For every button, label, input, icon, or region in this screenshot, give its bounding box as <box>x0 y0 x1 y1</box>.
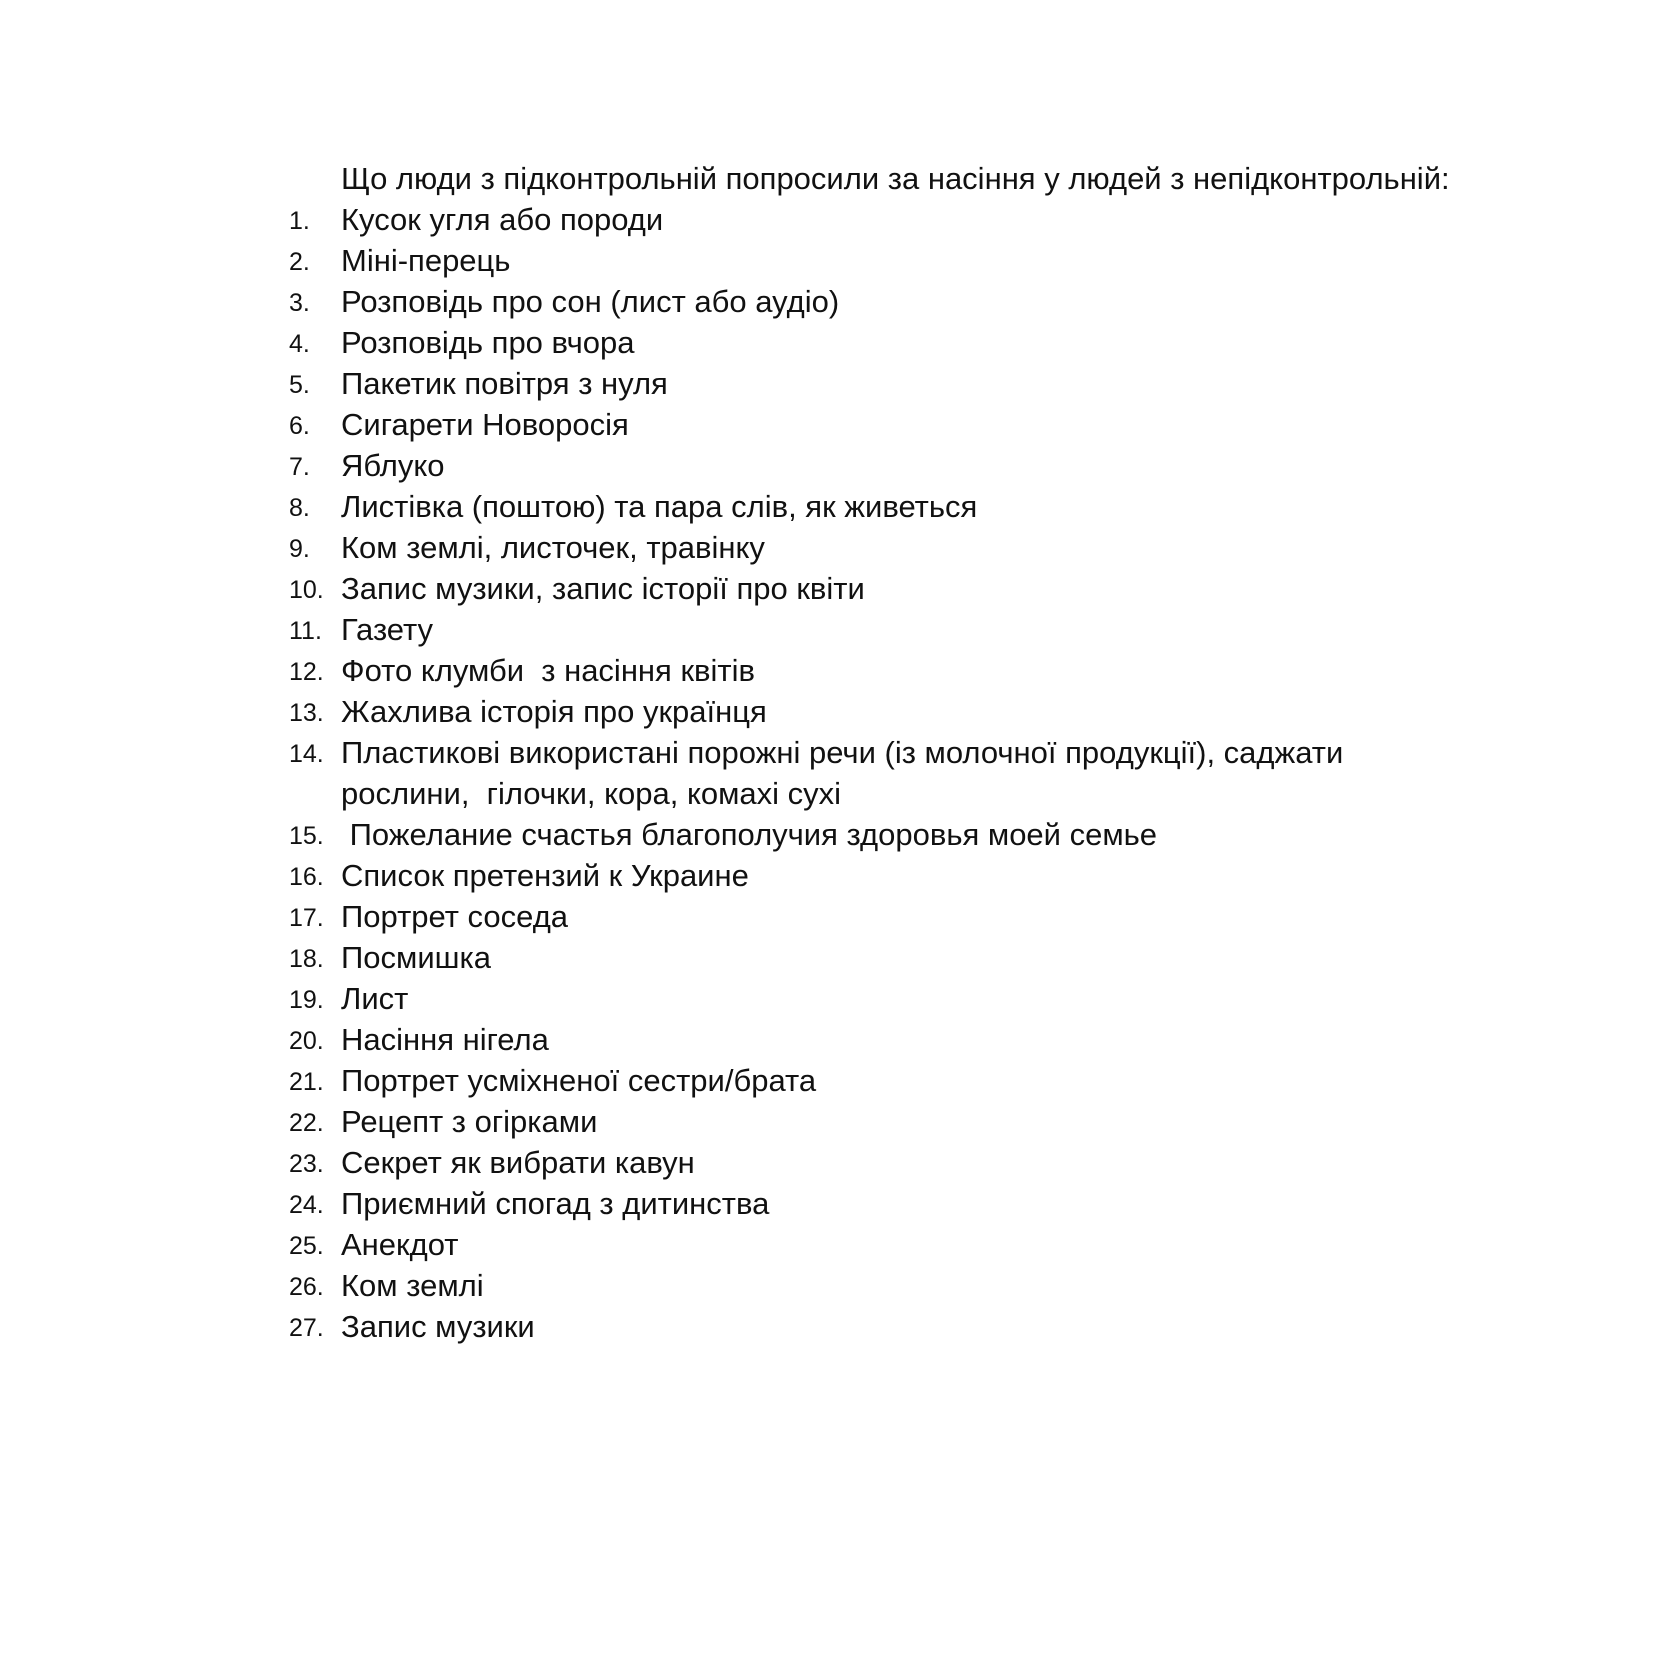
list-item-text: Розповідь про вчора <box>341 325 635 360</box>
list-item-number: 2. <box>289 248 310 276</box>
list-item-number: 14. <box>289 740 324 768</box>
list-item <box>0 1224 1656 1265</box>
list-item-number: 17. <box>289 904 324 932</box>
list-item-text: Рецепт з огірками <box>341 1104 598 1139</box>
list-item-text: Міні-перець <box>341 243 511 278</box>
list-item-text: Ком землі, листочек, травінку <box>341 530 765 565</box>
list-item <box>0 1019 1656 1060</box>
list-item <box>0 363 1656 404</box>
list-item-text: Лист <box>341 981 409 1016</box>
list-item-text: Кусок угля або породи <box>341 202 664 237</box>
list-item-text: Пожелание счастья благополучия здоровья моей семье <box>341 817 1158 852</box>
list-item <box>0 855 1656 896</box>
list-item-number: 9. <box>289 535 310 563</box>
list-item <box>0 568 1656 609</box>
list-item-text: Пакетик повітря з нуля <box>341 366 668 401</box>
list-item <box>0 486 1656 527</box>
list-item-number: 5. <box>289 371 310 399</box>
list-item-number: 22. <box>289 1109 324 1137</box>
list-item <box>0 1142 1656 1183</box>
list-item <box>0 814 1656 855</box>
list-item-text: Газету <box>341 612 434 647</box>
list-item-number: 8. <box>289 494 310 522</box>
list-item-number: 16. <box>289 863 324 891</box>
list-item <box>0 240 1656 281</box>
list-item-number: 13. <box>289 699 324 727</box>
list-item-number: 18. <box>289 945 324 973</box>
list-item-number: 15. <box>289 822 324 850</box>
list-item-text: Приємний спогад з дитинства <box>341 1186 770 1221</box>
list-item-number: 25. <box>289 1232 324 1260</box>
list-item <box>0 1101 1656 1142</box>
list-item <box>0 732 1656 814</box>
list-item-text: Фото клумби з насіння квітів <box>341 653 755 688</box>
list-item-number: 7. <box>289 453 310 481</box>
list-item-number: 11. <box>289 617 322 645</box>
list-item <box>0 445 1656 486</box>
list-item <box>0 896 1656 937</box>
list-item <box>0 527 1656 568</box>
list-item <box>0 199 1656 240</box>
list-item-number: 20. <box>289 1027 324 1055</box>
list-item <box>0 650 1656 691</box>
list-item <box>0 691 1656 732</box>
list-item-text: Портрет соседа <box>341 899 569 934</box>
list-item <box>0 281 1656 322</box>
list-item-number: 12. <box>289 658 324 686</box>
list-item-number: 1. <box>289 207 310 235</box>
list-item-text: Анекдот <box>341 1227 459 1262</box>
list-item-number: 6. <box>289 412 310 440</box>
list-item-number: 26. <box>289 1273 324 1301</box>
list-item-text: Портрет усміхненої сестри/брата <box>341 1063 817 1098</box>
list-item <box>0 937 1656 978</box>
numbered-list <box>0 199 1656 1347</box>
list-item-number: 3. <box>289 289 310 317</box>
list-item-number: 4. <box>289 330 310 358</box>
list-item-number: 19. <box>289 986 324 1014</box>
list-item-text: Запис музики, запис історії про квіти <box>341 571 865 606</box>
list-item-text: Ком землі <box>341 1268 484 1303</box>
list-item-text: Посмишка <box>341 940 492 975</box>
list-item-text: Насіння нігела <box>341 1022 549 1057</box>
list-item-text: Список претензий к Украине <box>341 858 749 893</box>
list-heading: Що люди з підконтрольній попросили за насіння у людей з непідконтрольній: <box>341 161 1450 196</box>
list-item <box>0 322 1656 363</box>
list-item <box>0 404 1656 445</box>
list-item-text: Запис музики <box>341 1309 535 1344</box>
list-item-number: 27. <box>289 1314 324 1342</box>
list-item <box>0 1060 1656 1101</box>
list-item <box>0 1306 1656 1347</box>
list-item-number: 21. <box>289 1068 324 1096</box>
list-item-number: 10. <box>289 576 324 604</box>
list-item-text: Листівка (поштою) та пара слів, як живеться <box>341 489 978 524</box>
list-item-text: Яблуко <box>341 448 445 483</box>
list-item-text: Розповідь про сон (лист або аудіо) <box>341 284 840 319</box>
list-item-text: Секрет як вибрати кавун <box>341 1145 695 1180</box>
list-item <box>0 978 1656 1019</box>
list-item <box>0 609 1656 650</box>
list-item <box>0 1183 1656 1224</box>
list-item <box>0 1265 1656 1306</box>
list-item-text: Сигарети Новоросія <box>341 407 629 442</box>
list-item-text: Пластикові використані порожні речи (із молочної продукції), саджати рослини, гілочки, кора, комахі сухі <box>341 735 1352 811</box>
list-item-number: 23. <box>289 1150 324 1178</box>
list-item-text: Жахлива історія про українця <box>341 694 767 729</box>
list-item-number: 24. <box>289 1191 324 1219</box>
